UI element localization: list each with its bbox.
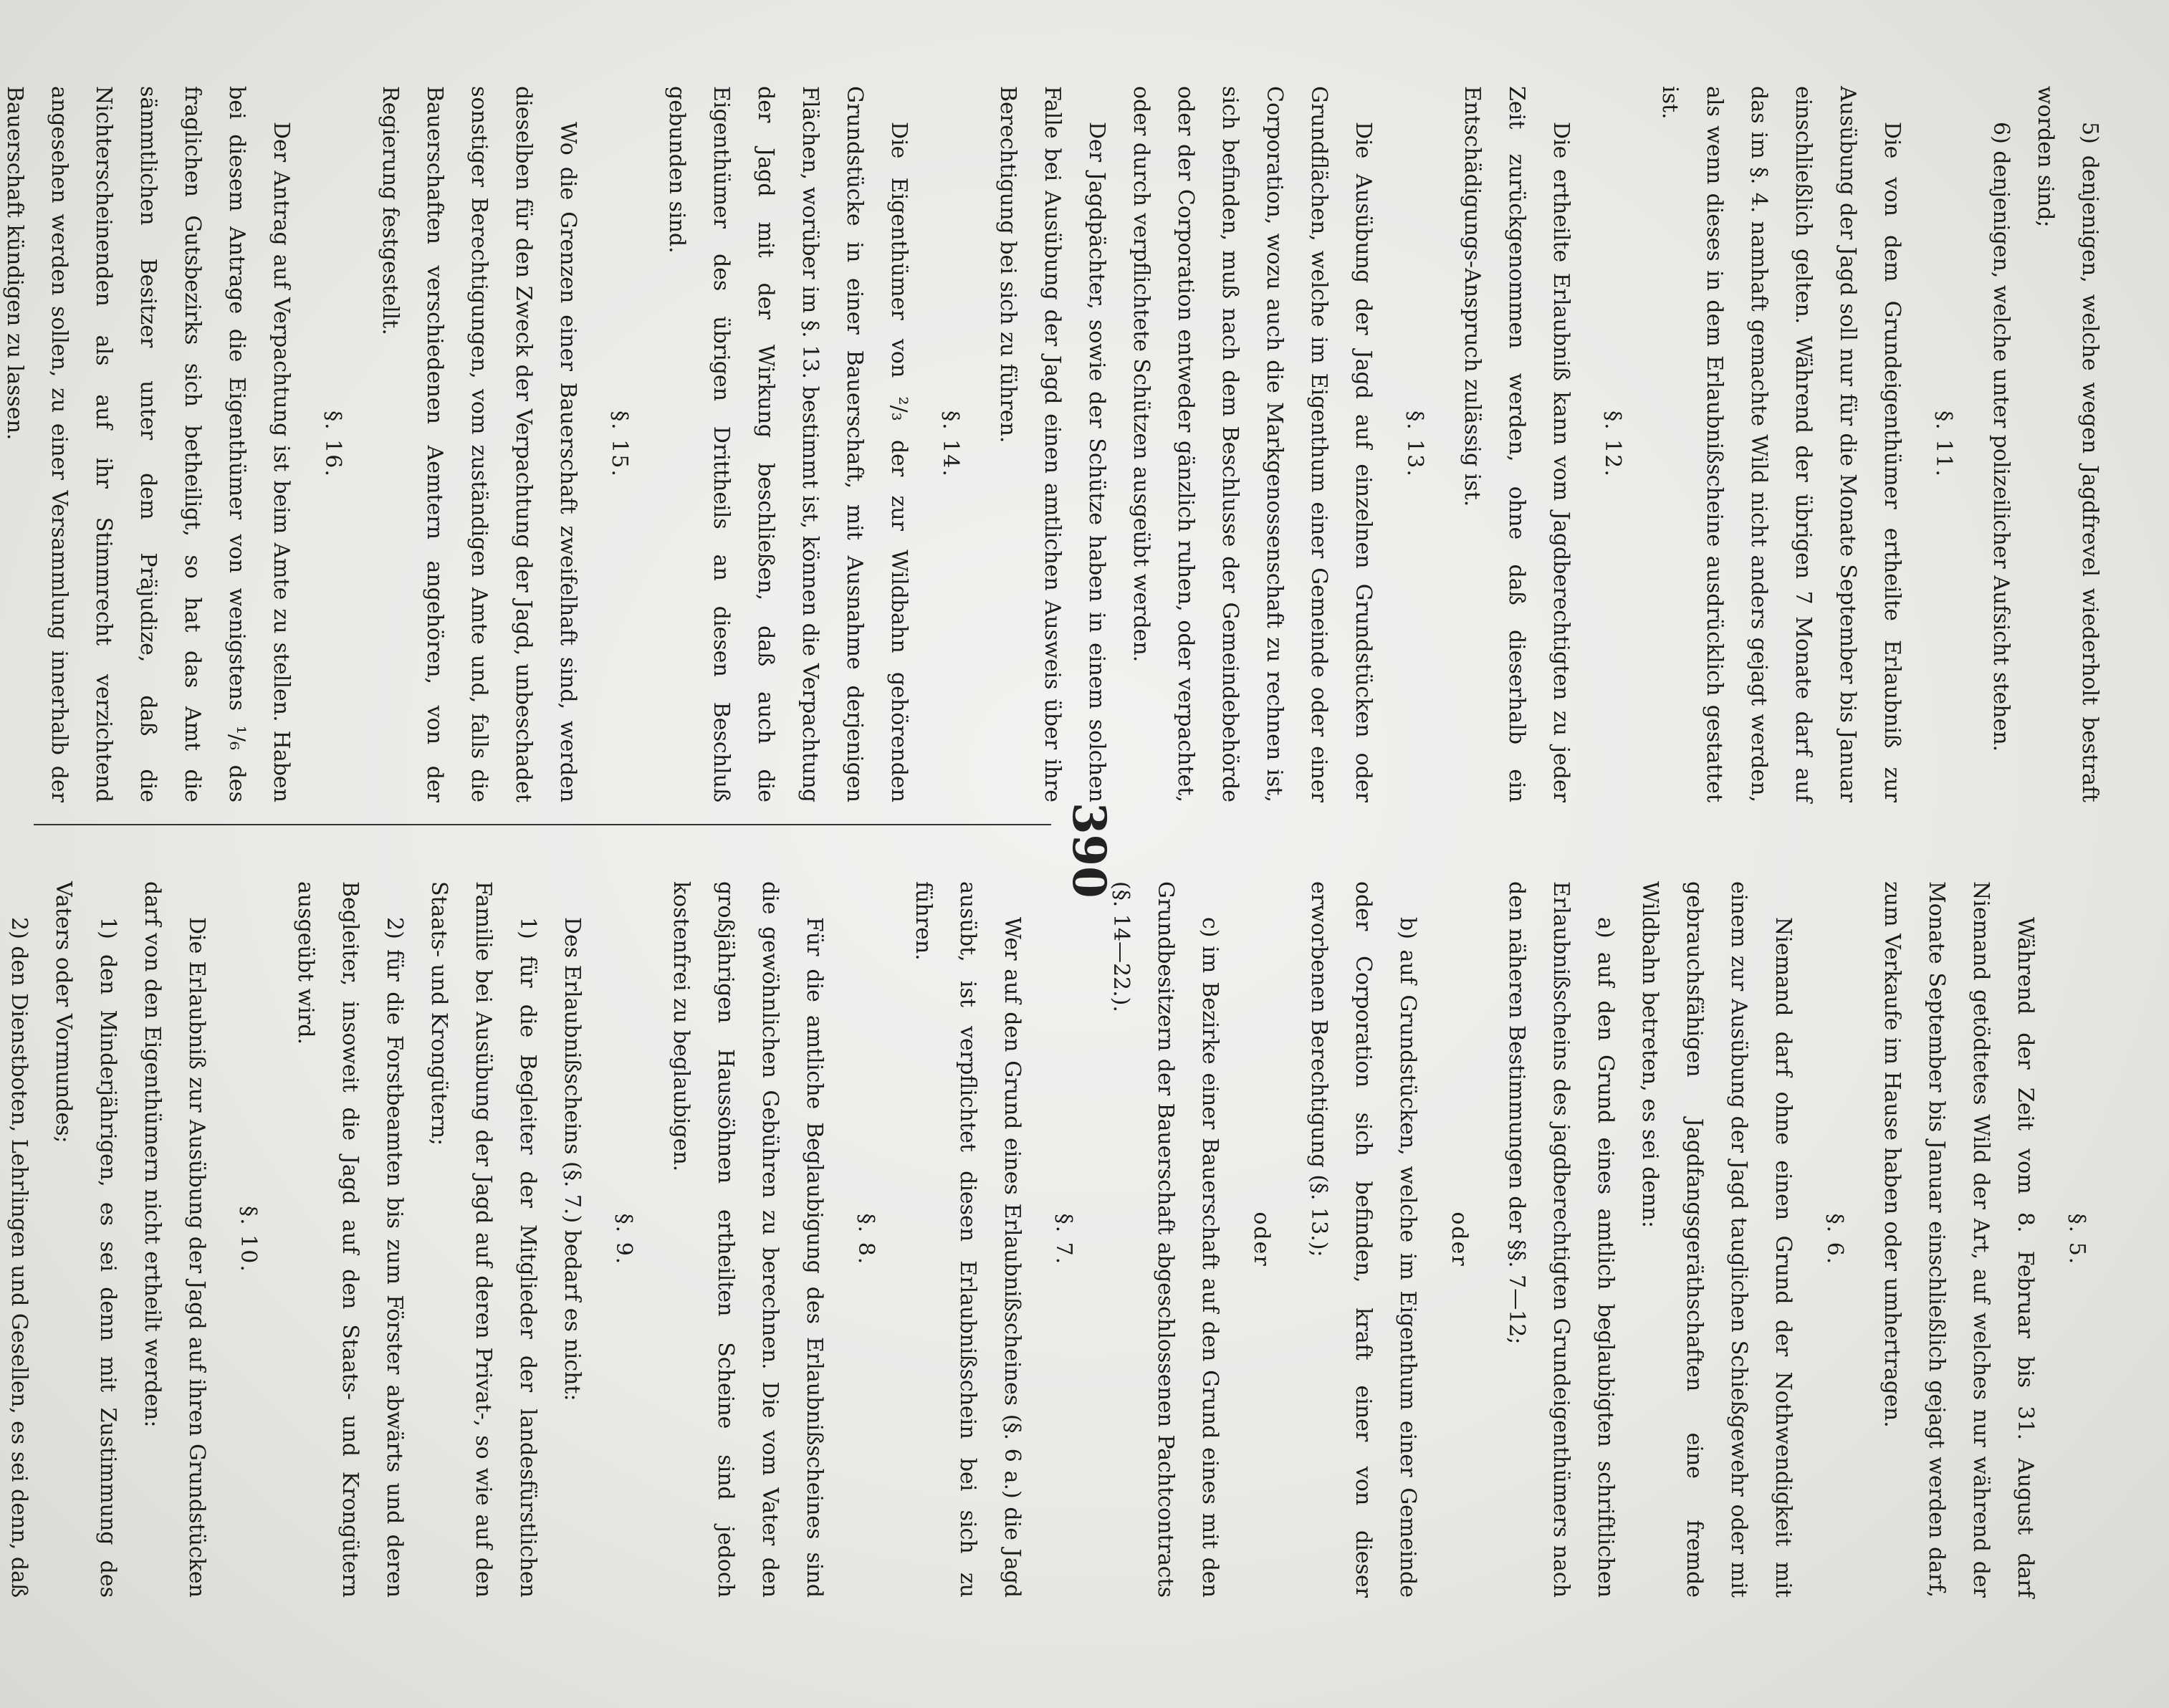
paragraph: Während der Zeit vom 8. Februar bis 31. August darf Niemand getödtetes Wild der Art, auf welches nur während der Monate September bis Januar einschließlich gejagt werden darf, zum Verkaufe im Hause haben oder umhertragen. [1880,881,2038,1598]
section-heading: §. 5. [2064,1213,2089,1266]
conjunction-oder: oder [1447,1212,1472,1267]
paragraph: Die von dem Grundeigenthümer ertheilte Erlaubniß zur Ausübung der Jagd soll nur für die Monate September bis Januar einschließlich gelten. Während der übrigen 7 Monate darf auf das im §. 4. namhaft gemachte Wild nicht anders gejagt werden, als wenn dieses in dem Erlaubnißscheine ausdrücklich gestattet ist. [1657,86,1905,802]
column-divider [34,824,1051,825]
list-item: 1) für die Begleiter der Mitglieder der landesfürstlichen Familie bei Ausübung der Jagd auf deren Privat-, so wie auf den Staats- und Krongütern; [426,881,540,1598]
section-heading: §. 14. [938,411,963,478]
paragraph: Der Jagdpächter, sowie der Schütze haben in einem solchen Falle bei Ausübung der Jagd einen amtlichen Ausweis über ihre Berechtigung bei sich zu führen. [995,86,1109,802]
conjunction-oder: oder [1249,1212,1274,1267]
list-item: a) auf den Grund eines amtlich beglaubigten schriftlichen Erlaubnißscheins des jagdberechtigten Grundeigenthümers nach den näheren Bestimmungen der §§. 7—12; [1504,881,1618,1598]
list-item: 2) für die Forstbeamten bis zum Förster abwärts und deren Begleiter, insoweit die Jagd auf den Staats- und Krongütern ausgeübt wird. [293,881,407,1598]
list-item: b) auf Grundstücken, welche im Eigenthum einer Gemeinde oder Corporation sich befinden, kraft einer von dieser erworbenen Berechtigung (§. 13.); [1306,881,1420,1598]
section-heading: §. 8. [853,1213,878,1266]
paragraph: Wo die Grenzen einer Bauerschaft zweifelhaft sind, werden dieselben für den Zweck der Verpachtung der Jagd, unbeschadet sonstiger Berechtigungen, vom zuständigen Amte und, falls die Bauerschaften verschiedenen Aemtern angehören, von der Regierung festgestellt. [378,86,580,802]
left-column [0,881,2112,1598]
paragraph: Niemand darf ohne einen Grund der Nothwendigkeit mit einem zur Ausübung der Jagd tauglichen Schießgewehr oder mit gebrauchsfähigen Jagdfangsgeräthschaften eine fremde Wildbahn betreten, es sei denn: [1637,881,1796,1598]
section-heading: §. 15. [607,411,632,478]
paragraph: Die Erlaubniß zur Ausübung der Jagd auf ihren Grundstücken darf von den Eigenthümern nicht ertheilt werden: [140,881,209,1598]
list-item: 2) den Dienstboten, Lehrlingen und Gesellen, es sei denn, daß [6,917,32,1598]
section-heading: §. 16. [320,411,345,478]
list-item: 1) den Minderjährigen, es sei denn mit Zustimmung des Vaters oder Vormundes; [51,881,120,1598]
list-item: c) im Bezirke einer Bauerschaft auf den Grund eines mit den Grundbesitzern der Bauerschaft abgeschlossenen Pachtcontracts (§. 14—22.). [1109,881,1222,1598]
section-heading: §. 10. [236,1206,261,1273]
paragraph: Die Ausübung der Jagd auf einzelnen Grundstücken oder Grundflächen, welche im Eigenthum einer Gemeinde oder einer Corporation, wozu auch die Markgenossenschaft zu rechnen ist, sich befinden, muß nach dem Beschlusse der Gemeindebehörde oder der Corporation entweder gänzlich ruhen, oder verpachtet, oder durch verpflichtete Schützen ausgeübt werden. [1129,86,1376,802]
paragraph: Für die amtliche Beglaubigung des Erlaubnißscheines sind die gewöhnlichen Gebühren zu berechnen. Die vom Vater den großjährigen Haussöhnen ertheilten Scheine sind jedoch kostenfrei zu beglaubigen. [669,881,827,1598]
section-heading: §. 12. [1600,411,1625,478]
paragraph: 5) denjenigen, welche wegen Jagdfrevel wiederholt bestraft worden sind; [2033,86,2102,802]
right-column [0,86,2112,802]
section-heading: §. 6. [1822,1213,1847,1266]
paragraph: 6) denjenigen, welche unter polizeilicher Aufsicht stehen. [1988,122,2014,752]
page-number: 390 [1062,802,1116,898]
section-heading: §. 13. [1402,411,1427,478]
section-heading: §. 7. [1051,1213,1076,1266]
paragraph: Die ertheilte Erlaubniß kann vom Jagdberechtigten zu jeder Zeit zurückgenommen werden, ohne daß dieserhalb ein Entschädigungs-Anspruch zulässig ist. [1460,86,1574,802]
paragraph: Des Erlaubnißscheins (§. 7.) bedarf es nicht: [560,917,585,1401]
paragraph: Die Eigenthümer von ²/₃ der zur Wildbahn gehörenden Grundstücke in einer Bauerschaft, mit Ausnahme derjenigen Flächen, worüber im §. 13. bestimmt ist, können die Verpachtung der Jagd mit der Wirkung beschließen, daß auch die Eigenthümer des übrigen Drittheils an diesen Beschluß gebunden sind. [664,86,911,802]
section-heading: §. 11. [1931,411,1956,478]
paragraph: Der Antrag auf Verpachtung ist beim Amte zu stellen. Haben bei diesem Antrage die Eigenthümer von wenigstens ¹/₆ des fraglichen Gutsbezirks sich betheiligt, so hat das Amt die sämmtlichen Besitzer unter dem Präjudize, daß die Nichterscheinenden als auf ihr Stimmrecht verzichtend angesehen werden sollen, zu einer Versammlung innerhalb der Bauerschaft kündigen zu lassen. [2,86,294,802]
section-heading: §. 9. [611,1213,636,1266]
paragraph: Wer auf den Grund eines Erlaubnißscheines (§. 6 a.) die Jagd ausübt, ist verpflichtet diesen Erlaubnißschein bei sich zu führen. [911,881,1025,1598]
